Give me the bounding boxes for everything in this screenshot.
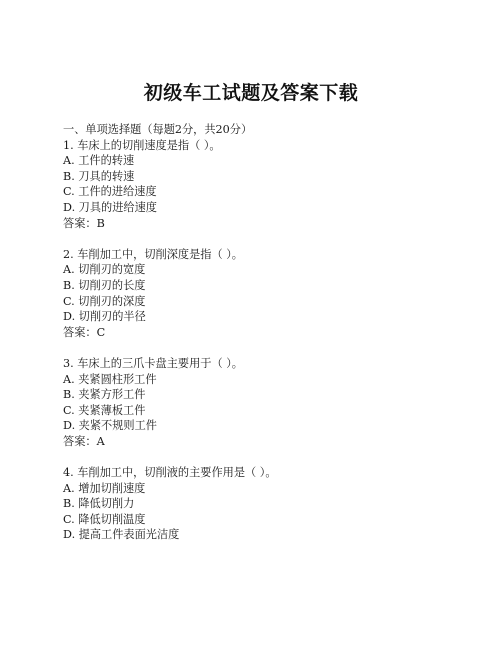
section-heading: 一、单项选择题（每题2分，共20分） [63,123,253,136]
question-block [63,465,483,543]
document-title: 初级车工试题及答案下载 [143,82,359,104]
option-b: B. 切削刃的长度 [63,278,146,292]
answer-line: 答案：A [63,434,105,448]
option-c: C. 夹紧薄板工件 [63,403,146,417]
document-body [63,122,483,543]
question-stem: 2. 车削加工中，切削深度是指（ ）。 [63,247,243,261]
option-c: C. 切削刃的深度 [63,294,146,308]
option-c: C. 降低切削温度 [63,512,146,526]
question-block [63,138,483,232]
option-a: A. 夹紧圆柱形工件 [63,372,157,386]
option-a: A. 切削刃的宽度 [63,263,146,277]
option-a: A. 工件的转速 [63,154,135,168]
option-c: C. 工件的进给速度 [63,185,157,199]
question-stem: 3. 车床上的三爪卡盘主要用于（ ）。 [63,356,243,370]
option-d: D. 夹紧不规则工件 [63,419,157,433]
option-a: A. 增加切削速度 [63,481,146,495]
question-block [63,356,483,450]
spacer [63,449,483,465]
question-stem: 1. 车床上的切削速度是指（ ）。 [63,138,221,152]
answer-line: 答案：C [63,325,106,339]
option-b: B. 夹紧方形工件 [63,388,146,402]
option-b: B. 降低切削力 [63,497,135,511]
question-block [63,247,483,341]
option-b: B. 刀具的转速 [63,169,135,183]
option-d: D. 提高工件表面光洁度 [63,528,180,542]
spacer [63,340,483,356]
spacer [63,231,483,247]
answer-line: 答案：B [63,216,105,230]
question-stem: 4. 车削加工中，切削液的主要作用是（ ）。 [63,466,277,480]
option-d: D. 切削刃的半径 [63,310,146,324]
option-d: D. 刀具的进给速度 [63,200,157,214]
